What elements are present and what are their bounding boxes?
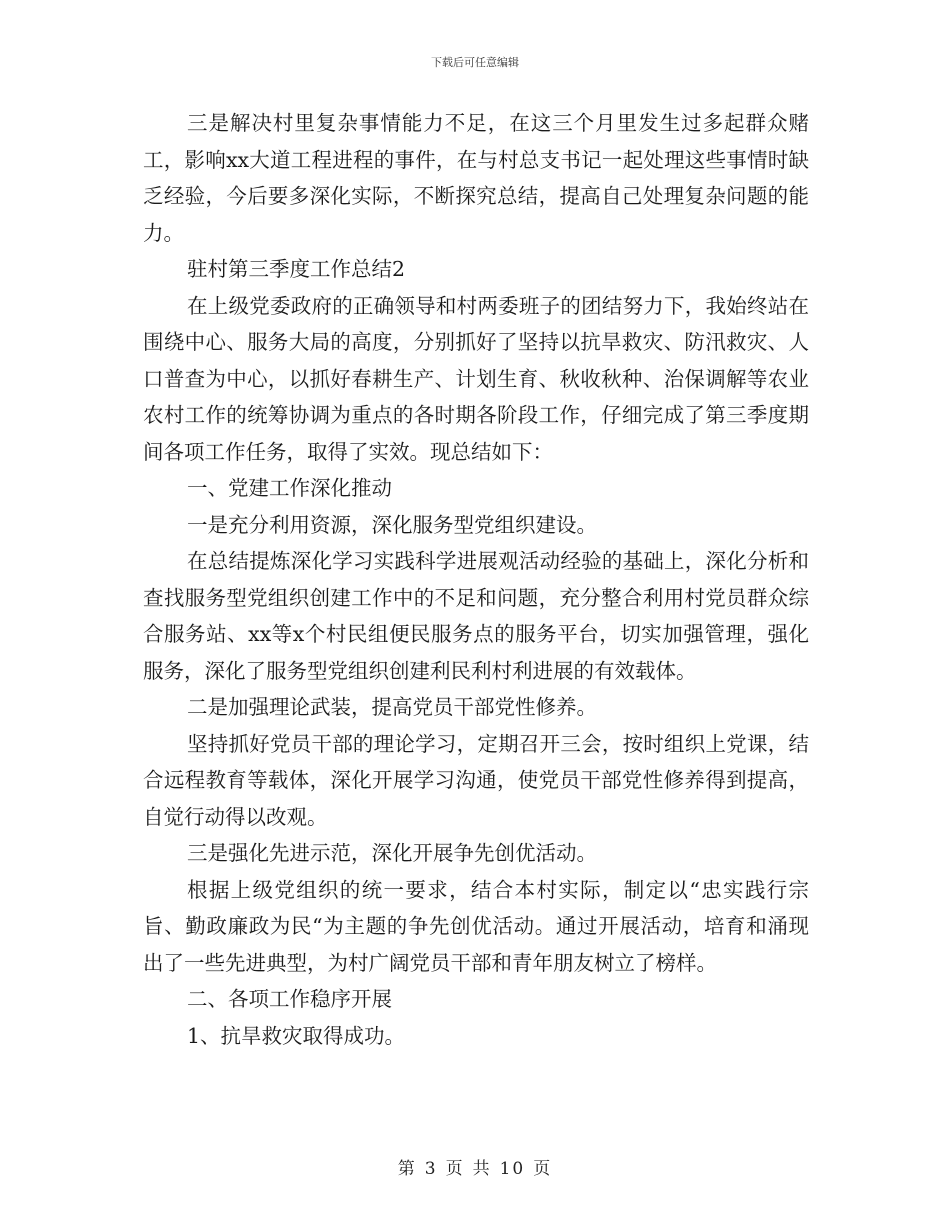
section-title: 驻村第三季度工作总结2 (187, 257, 406, 281)
footer-page-number: 3 (424, 1159, 438, 1179)
paragraph: 1、抗旱救灾取得成功。 (187, 1023, 406, 1048)
page-footer (0, 1154, 950, 1179)
footer-total-label: 共 (472, 1159, 492, 1179)
paragraph: 根据上级党组织的统一要求，结合本村实际，制定以“忠实践行宗旨、勤政廉政为民“为主题的争先创优活动。通过开展活动，培育和涌现出了一些先进典型，为村广阔党员干部和青年朋友树立了榜样。 (143, 877, 809, 975)
paragraph: 三是强化先进示范，深化开展争先创优活动。 (187, 841, 597, 865)
paragraph: 在上级党委政府的正确领导和村两委班子的团结努力下，我始终站在围绕中心、服务大局的高度，分别抓好了坚持以抗旱救灾、防汛救灾、人口普查为中心，以抓好春耕生产、计划生育、秋收秋种、治保调解等农业农村工作的统筹协调为重点的各时期各阶段工作，仔细完成了第三季度期间各项工作任务，取得了实效。现总结如下： (143, 293, 809, 464)
paragraph: 坚持抓好党员干部的理论学习，定期召开三会，按时组织上党课，结合远程教育等载体，深化开展学习沟通，使党员干部党性修养得到提高，自觉行动得以改观。 (143, 731, 809, 829)
page-header: 下载后可任意编辑 (431, 56, 519, 69)
footer-page-label: 页 (445, 1159, 465, 1179)
paragraph: 在总结提炼深化学习实践科学进展观活动经验的基础上，深化分析和查找服务型党组织创建工作中的不足和问题，充分整合利用村党员群众综合服务站、xx等x个村民组便民服务点的服务平台，切实加强管理，强化服务，深化了服务型党组织创建利民利村利进展的有效载体。 (143, 549, 809, 683)
section-heading: 一、党建工作深化推动 (187, 476, 392, 500)
footer-total-pages: 10 (499, 1159, 526, 1179)
section-heading: 二、各项工作稳序开展 (187, 987, 392, 1011)
footer-prefix: 第 (397, 1159, 417, 1179)
paragraph: 一是充分利用资源，深化服务型党组织建设。 (187, 512, 597, 537)
footer-suffix: 页 (533, 1159, 553, 1179)
document-body (143, 105, 809, 1054)
paragraph: 二是加强理论武装，提高党员干部党性修养。 (187, 695, 597, 719)
paragraph: 三是解决村里复杂事情能力不足，在这三个月里发生过多起群众赌工，影响xx大道工程进程的事件，在与村总支书记一起处理这些事情时缺乏经验，今后要多深化实际，不断探究总结，提高自己处理复杂问题的能力。 (143, 111, 809, 245)
